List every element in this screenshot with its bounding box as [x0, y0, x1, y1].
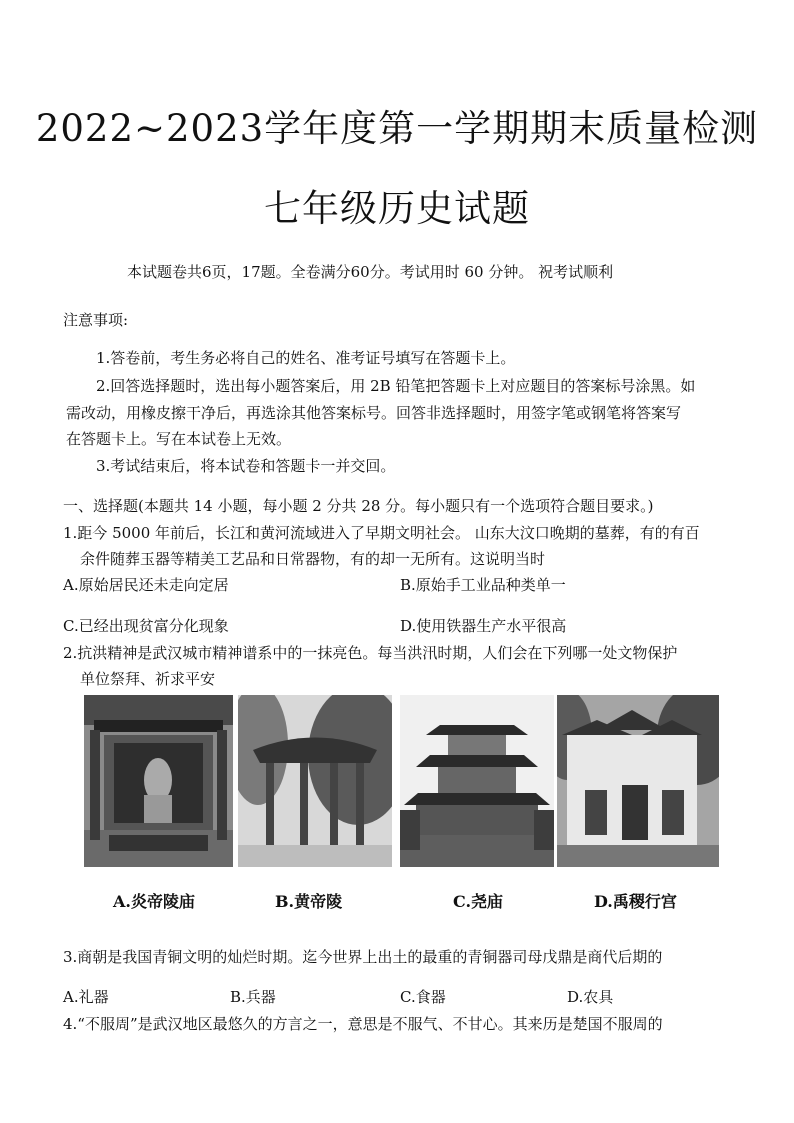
caption-option-c: C.尧庙	[453, 892, 504, 911]
question-3-option-c: C.食器	[400, 988, 446, 1006]
notice-item-2-line-2: 需改动，用橡皮擦干净后，再选涂其他答案标号。回答非选择题时，用签字笔或钢笔将答案写	[66, 404, 682, 422]
question-1-stem-line-1: 1.距今 5000 年前后，长江和黄河流域进入了早期文明社会。 山东大汶口晚期的墓葬，有的有百	[63, 524, 700, 542]
exam-title: 2022~2023学年度第一学期期末质量检测	[35, 107, 759, 150]
question-1-option-a: A.原始居民还未走向定居	[63, 576, 229, 594]
question-3-option-d: D.农具	[567, 988, 614, 1006]
question-4-stem-line-1: 4.“不服周”是武汉地区最悠久的方言之一，意思是不服气、不甘心。其来历是楚国不服周的	[63, 1015, 663, 1033]
subject-title: 七年级历史试题	[264, 187, 530, 230]
question-1-option-b: B.原始手工业品种类单一	[400, 576, 566, 594]
notice-item-2-line-3: 在答题卡上。写在本试卷上无效。	[66, 430, 292, 448]
question-3-option-b: B.兵器	[230, 988, 276, 1006]
caption-option-b: B.黄帝陵	[275, 892, 343, 911]
caption-option-a: A.炎帝陵庙	[113, 892, 195, 911]
question-3-option-a: A.礼器	[63, 988, 109, 1006]
question-2-stem-line-1: 2.抗洪精神是武汉城市精神谱系中的一抹亮色。每当洪汛时期，人们会在下列哪一处文物保护	[63, 644, 678, 662]
notice-item-2-line-1: 2.回答选择题时，选出每小题答案后，用 2B 铅笔把答题卡上对应题目的答案标号涂黑。如	[96, 377, 696, 395]
notice-item-1: 1.答卷前，考生务必将自己的姓名、准考证号填写在答题卡上。	[96, 349, 516, 367]
photo-yandi-temple	[84, 695, 233, 867]
question-1-stem-line-2: 余件随葬玉器等精美工艺品和日常器物，有的却一无所有。这说明当时	[80, 550, 546, 568]
photo-huangdi-mausoleum	[238, 695, 392, 867]
caption-option-d: D.禹稷行宫	[594, 892, 677, 911]
question-1-option-d: D.使用铁器生产水平很高	[400, 617, 567, 635]
question-2-stem-line-2: 单位祭拜、祈求平安	[80, 670, 216, 688]
notice-heading: 注意事项:	[63, 311, 129, 329]
question-3-stem: 3.商朝是我国青铜文明的灿烂时期。迄今世界上出土的最重的青铜器司母戊鼎是商代后期的	[63, 948, 663, 966]
photo-yao-temple	[400, 695, 554, 867]
notice-item-3: 3.考试结束后，将本试卷和答题卡一并交回。	[96, 457, 396, 475]
photo-yuji-palace	[557, 695, 719, 867]
question-1-option-c: C.已经出现贫富分化现象	[63, 617, 229, 635]
exam-intro: 本试题卷共6页，17题。全卷满分60分。考试用时 60 分钟。 祝考试顺利	[127, 263, 614, 281]
section-heading: 一、选择题(本题共 14 小题，每小题 2 分共 28 分。每小题只有一个选项符合题目要求。)	[63, 497, 654, 515]
